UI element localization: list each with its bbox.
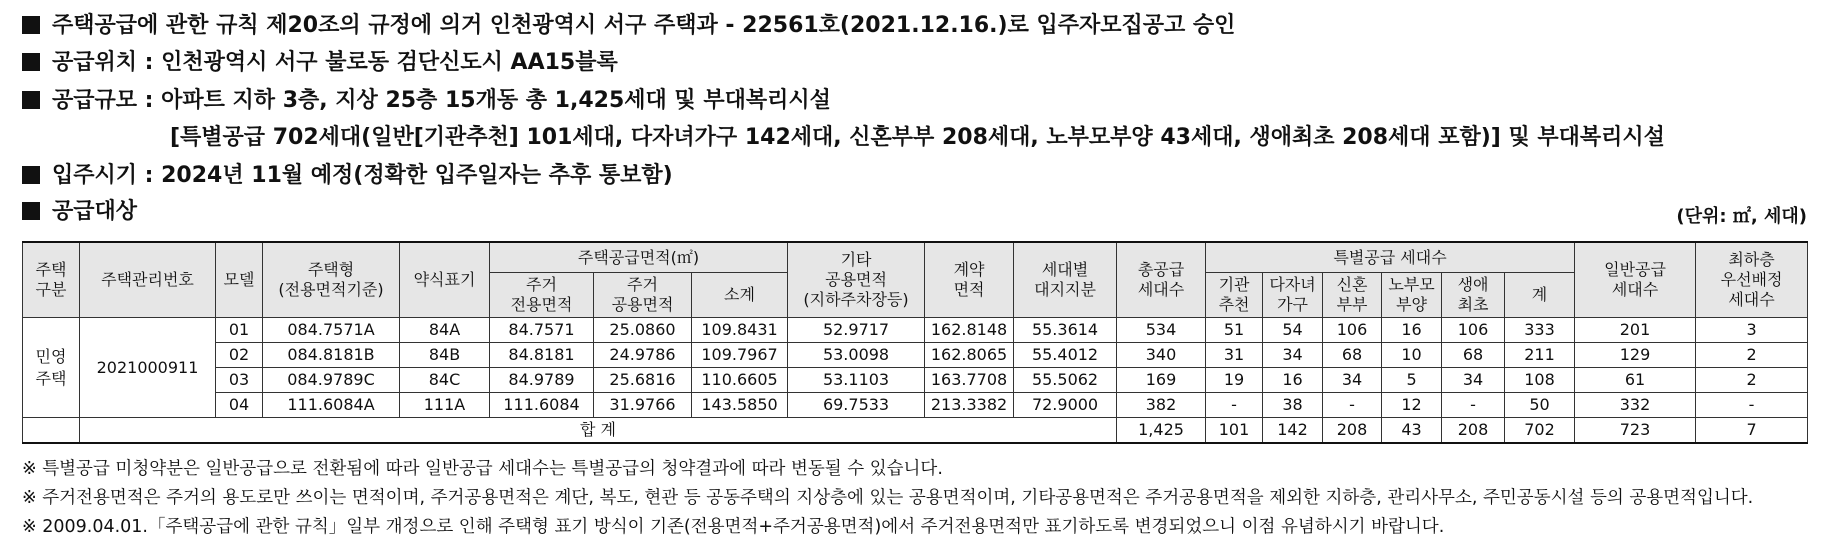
total-sum: 702 (1505, 418, 1575, 444)
bullet-square (22, 91, 40, 109)
cell-land: 55.4012 (1014, 343, 1117, 368)
header-mgmt-no: 주택관리번호 (80, 242, 216, 318)
cell-contract: 162.8148 (925, 318, 1014, 343)
cell-general: 61 (1575, 368, 1696, 393)
cell-other: 69.7533 (788, 393, 925, 418)
cell-model: 02 (216, 343, 263, 368)
location-line (22, 48, 618, 78)
header-type: 주택 구분 (23, 242, 80, 318)
header-abbr: 약식표기 (400, 242, 490, 318)
cell-first: 106 (1442, 318, 1505, 343)
cell-land: 55.3614 (1014, 318, 1117, 343)
total-first: 208 (1442, 418, 1505, 444)
location-text: 공급위치 : 인천광역시 서구 불로동 검단신도시 AA15블록 (52, 50, 618, 75)
target-line (22, 197, 137, 227)
header-multi-child: 다자녀 가구 (1263, 273, 1323, 318)
cell-abbr: 84B (400, 343, 490, 368)
approval-text: 주택공급에 관한 규칙 제20조의 규정에 의거 인천광역시 서구 주택과 - 22561호(2021.12.16.)로 입주자모집공고 승인 (52, 13, 1236, 38)
total-total: 1,425 (1117, 418, 1206, 444)
cell-lowest: 2 (1696, 343, 1808, 368)
cell-elderly: 16 (1382, 318, 1442, 343)
cell-subtotal: 109.8431 (692, 318, 788, 343)
cell-general: 129 (1575, 343, 1696, 368)
cell-abbr: 111A (400, 393, 490, 418)
cell-exclusive: 84.8181 (490, 343, 594, 368)
cell-multi: 34 (1263, 343, 1323, 368)
scale-text: 공급규모 : 아파트 지하 3층, 지상 25층 15개동 총 1,425세대 및 부대복리시설 (52, 88, 831, 113)
cell-inst: - (1206, 393, 1263, 418)
cell-first: 68 (1442, 343, 1505, 368)
note-1: ※ 특별공급 미청약분은 일반공급으로 전환됨에 따라 일반공급 세대수는 특별공급의 청약결과에 따라 변동될 수 있습니다. (22, 459, 943, 479)
header-contract: 계약 면적 (925, 242, 1014, 318)
cell-abbr: 84C (400, 368, 490, 393)
bullet-square (22, 202, 40, 220)
note-3: ※ 2009.04.01.「주택공급에 관한 규칙」일부 개정으로 인해 주택형 표기 방식이 기존(전용면적+주거공용면적)에서 주거전용면적만 표기하도록 변경되었으니 이점 유념하시기 바랍니다. (22, 517, 1445, 537)
cell-lowest: 2 (1696, 368, 1808, 393)
cell-land: 72.9000 (1014, 393, 1117, 418)
total-multi: 142 (1263, 418, 1323, 444)
cell-house-type: 084.8181B (263, 343, 400, 368)
cell-contract: 163.7708 (925, 368, 1014, 393)
cell-common: 31.9766 (594, 393, 692, 418)
header-house-type: 주택형 (전용면적기준) (263, 242, 400, 318)
header-institution: 기관 추천 (1206, 273, 1263, 318)
cell-total: 169 (1117, 368, 1206, 393)
cell-contract: 213.3382 (925, 393, 1014, 418)
cell-newly: 106 (1323, 318, 1382, 343)
mgmt-number: 2021000911 (80, 318, 216, 418)
cell-total: 382 (1117, 393, 1206, 418)
cell-elderly: 12 (1382, 393, 1442, 418)
move-in-text: 입주시기 : 2024년 11월 예정(정확한 입주일자는 추후 통보함) (52, 163, 673, 188)
total-elderly: 43 (1382, 418, 1442, 444)
total-newly: 208 (1323, 418, 1382, 444)
unit-label: (단위: ㎡, 세대) (1676, 206, 1807, 227)
cell-subtotal: 143.5850 (692, 393, 788, 418)
cell-sum: 108 (1505, 368, 1575, 393)
supply-table (22, 241, 1808, 444)
header-lowest-floor: 최하층 우선배정 세대수 (1696, 242, 1808, 318)
cell-common: 25.6816 (594, 368, 692, 393)
header-special: 특별공급 세대수 (1206, 242, 1575, 273)
cell-newly: - (1323, 393, 1382, 418)
header-special-sum: 계 (1505, 273, 1575, 318)
cell-house-type: 084.7571A (263, 318, 400, 343)
note-2: ※ 주거전용면적은 주거의 용도로만 쓰이는 면적이며, 주거공용면적은 계단, 복도, 현관 등 공동주택의 지상층에 있는 공용면적이며, 기타공용면적은 주거공용면적을 제외한 지하층, 관리사무소, 주민공동시설 등의 공용면적입니다. (22, 488, 1754, 508)
total-general: 723 (1575, 418, 1696, 444)
bullet-square (22, 53, 40, 71)
cell-general: 332 (1575, 393, 1696, 418)
cell-inst: 51 (1206, 318, 1263, 343)
cell-multi: 54 (1263, 318, 1323, 343)
group-label: 민영 주택 (23, 318, 80, 418)
cell-first: 34 (1442, 368, 1505, 393)
header-land-share: 세대별 대지지분 (1014, 242, 1117, 318)
scale-line (22, 86, 831, 116)
cell-elderly: 10 (1382, 343, 1442, 368)
header-supply-area: 주택공급면적(㎡) (490, 242, 788, 273)
cell-lowest: - (1696, 393, 1808, 418)
bullet-square (22, 16, 40, 34)
cell-common: 24.9786 (594, 343, 692, 368)
table-row (23, 318, 1808, 343)
cell-land: 55.5062 (1014, 368, 1117, 393)
cell-total: 340 (1117, 343, 1206, 368)
cell-house-type: 084.9789C (263, 368, 400, 393)
total-lowest: 7 (1696, 418, 1808, 444)
header-common: 주거 공용면적 (594, 273, 692, 318)
header-first-life: 생애 최초 (1442, 273, 1505, 318)
cell-total: 534 (1117, 318, 1206, 343)
total-inst: 101 (1206, 418, 1263, 444)
bullet-square (22, 166, 40, 184)
total-blank-cell (23, 418, 80, 444)
cell-multi: 38 (1263, 393, 1323, 418)
table-row (23, 368, 1808, 393)
scale-detail-line: [특별공급 702세대(일반[기관추천] 101세대, 다자녀가구 142세대, 신혼부부 208세대, 노부모부양 43세대, 생애최초 208세대 포함)] 및 부대복리시설 (170, 125, 1665, 150)
cell-newly: 68 (1323, 343, 1382, 368)
total-label: 합 계 (80, 418, 1117, 444)
header-elderly: 노부모 부양 (1382, 273, 1442, 318)
cell-subtotal: 109.7967 (692, 343, 788, 368)
move-in-line (22, 161, 673, 191)
cell-sum: 50 (1505, 393, 1575, 418)
cell-elderly: 5 (1382, 368, 1442, 393)
header-exclusive: 주거 전용면적 (490, 273, 594, 318)
cell-general: 201 (1575, 318, 1696, 343)
cell-exclusive: 111.6084 (490, 393, 594, 418)
total-row (23, 418, 1808, 444)
table-row (23, 393, 1808, 418)
header-subtotal: 소계 (692, 273, 788, 318)
table-row (23, 343, 1808, 368)
cell-model: 01 (216, 318, 263, 343)
cell-inst: 19 (1206, 368, 1263, 393)
cell-sum: 333 (1505, 318, 1575, 343)
cell-model: 03 (216, 368, 263, 393)
target-text: 공급대상 (52, 199, 138, 224)
cell-contract: 162.8065 (925, 343, 1014, 368)
header-other-common: 기타 공용면적 (지하주차장등) (788, 242, 925, 318)
header-model: 모델 (216, 242, 263, 318)
cell-other: 53.0098 (788, 343, 925, 368)
cell-house-type: 111.6084A (263, 393, 400, 418)
cell-first: - (1442, 393, 1505, 418)
cell-lowest: 3 (1696, 318, 1808, 343)
approval-line (22, 11, 1235, 41)
cell-newly: 34 (1323, 368, 1382, 393)
cell-exclusive: 84.9789 (490, 368, 594, 393)
header-general: 일반공급 세대수 (1575, 242, 1696, 318)
header-newlywed: 신혼 부부 (1323, 273, 1382, 318)
cell-abbr: 84A (400, 318, 490, 343)
cell-subtotal: 110.6605 (692, 368, 788, 393)
cell-multi: 16 (1263, 368, 1323, 393)
cell-sum: 211 (1505, 343, 1575, 368)
cell-other: 53.1103 (788, 368, 925, 393)
cell-inst: 31 (1206, 343, 1263, 368)
cell-model: 04 (216, 393, 263, 418)
cell-common: 25.0860 (594, 318, 692, 343)
cell-other: 52.9717 (788, 318, 925, 343)
cell-exclusive: 84.7571 (490, 318, 594, 343)
header-total-supply: 총공급 세대수 (1117, 242, 1206, 318)
